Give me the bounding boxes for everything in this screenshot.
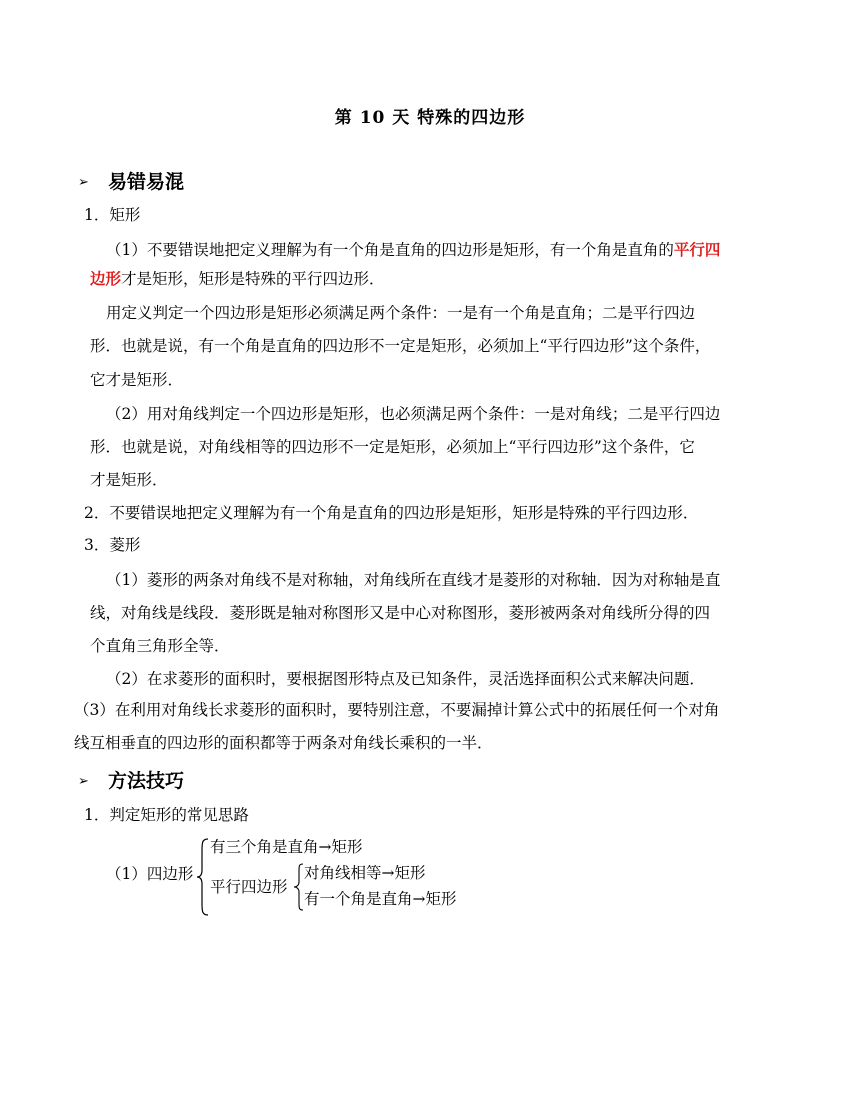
tree-branch-1: 有三个角是直角→矩形 <box>210 838 363 856</box>
tree-branch-2: 平行四边形 <box>210 878 288 896</box>
left-brace-outer-icon <box>196 837 210 917</box>
rhombus-p1-line3: 个直角三角形全等． <box>90 637 230 655</box>
rhombus-p3-line1: （3）在利用对角线长求菱形的面积时，要特别注意，不要漏掉计算公式中的拓展任何一个对角 <box>74 701 720 719</box>
rhombus-p2-line1: （2）在求菱形的面积时，要根据图形特点及已知条件，灵活选择面积公式来解决问题． <box>106 670 705 688</box>
rhombus-p3-line2: 线互相垂直的四边形的面积都等于两条对角线长乘积的一半． <box>74 734 493 752</box>
item-rhombus-title: 3．菱形 <box>84 536 141 554</box>
tree-sub-1: 对角线相等→矩形 <box>304 864 426 882</box>
section-heading-mistakes <box>78 167 184 194</box>
section-heading-methods <box>78 766 184 793</box>
rect-p1-line1 <box>106 240 720 260</box>
item-2: 2．不要错误地把定义理解为有一个角是直角的四边形是矩形，矩形是特殊的平行四边形． <box>84 504 699 522</box>
rect-p3-line2: 形．也就是说，对角线相等的四边形不一定是矩形，必须加上“平行四边形”这个条件，它 <box>90 438 695 456</box>
rect-p1-text-tail: 才是矩形，矩形是特殊的平行四边形． <box>121 270 385 288</box>
rect-p2-line1: 用定义判定一个四边形是矩形必须满足两个条件：一是有一个角是直角；二是平行四边 <box>106 304 696 322</box>
method-item-1: 1．判定矩形的常见思路 <box>84 806 249 824</box>
rect-p2-line2: 形．也就是说，有一个角是直角的四边形不一定是矩形，必须加上“平行四边形”这个条件， <box>90 337 711 355</box>
rect-p3-line3: 才是矩形． <box>90 471 168 489</box>
rhombus-p1-line2: 线，对角线是线段．菱形既是轴对称图形又是中心对称图形，菱形被两条对角线所分得的四 <box>90 604 711 622</box>
arrow-bullet-icon: ➢ <box>78 774 89 789</box>
tree-root-label: （1）四边形 <box>106 865 194 883</box>
arrow-bullet-icon: ➢ <box>78 175 89 190</box>
highlight-parallelogram-a: 平行四 <box>673 240 721 259</box>
rect-p3-line1: （2）用对角线判定一个四边形是矩形，也必须满足两个条件：一是对角线；二是平行四边 <box>106 405 721 423</box>
rect-p1-line2 <box>90 269 385 289</box>
rect-p1-text: （1）不要错误地把定义理解为有一个角是直角的四边形是矩形，有一个角是直角的 <box>106 241 674 259</box>
rect-p2-line3: 它才是矩形． <box>90 371 184 389</box>
section-heading-text: 方法技巧 <box>108 770 185 792</box>
tree-sub-2: 有一个角是直角→矩形 <box>304 890 457 908</box>
item-rectangle-title: 1．矩形 <box>84 206 141 224</box>
section-heading-text: 易错易混 <box>108 171 185 193</box>
page-title: 第 10 天 特殊的四边形 <box>334 108 526 128</box>
rhombus-p1-line1: （1）菱形的两条对角线不是对称轴，对角线所在直线才是菱形的对称轴．因为对称轴是直 <box>106 571 721 589</box>
highlight-parallelogram-b: 边形 <box>90 269 122 288</box>
